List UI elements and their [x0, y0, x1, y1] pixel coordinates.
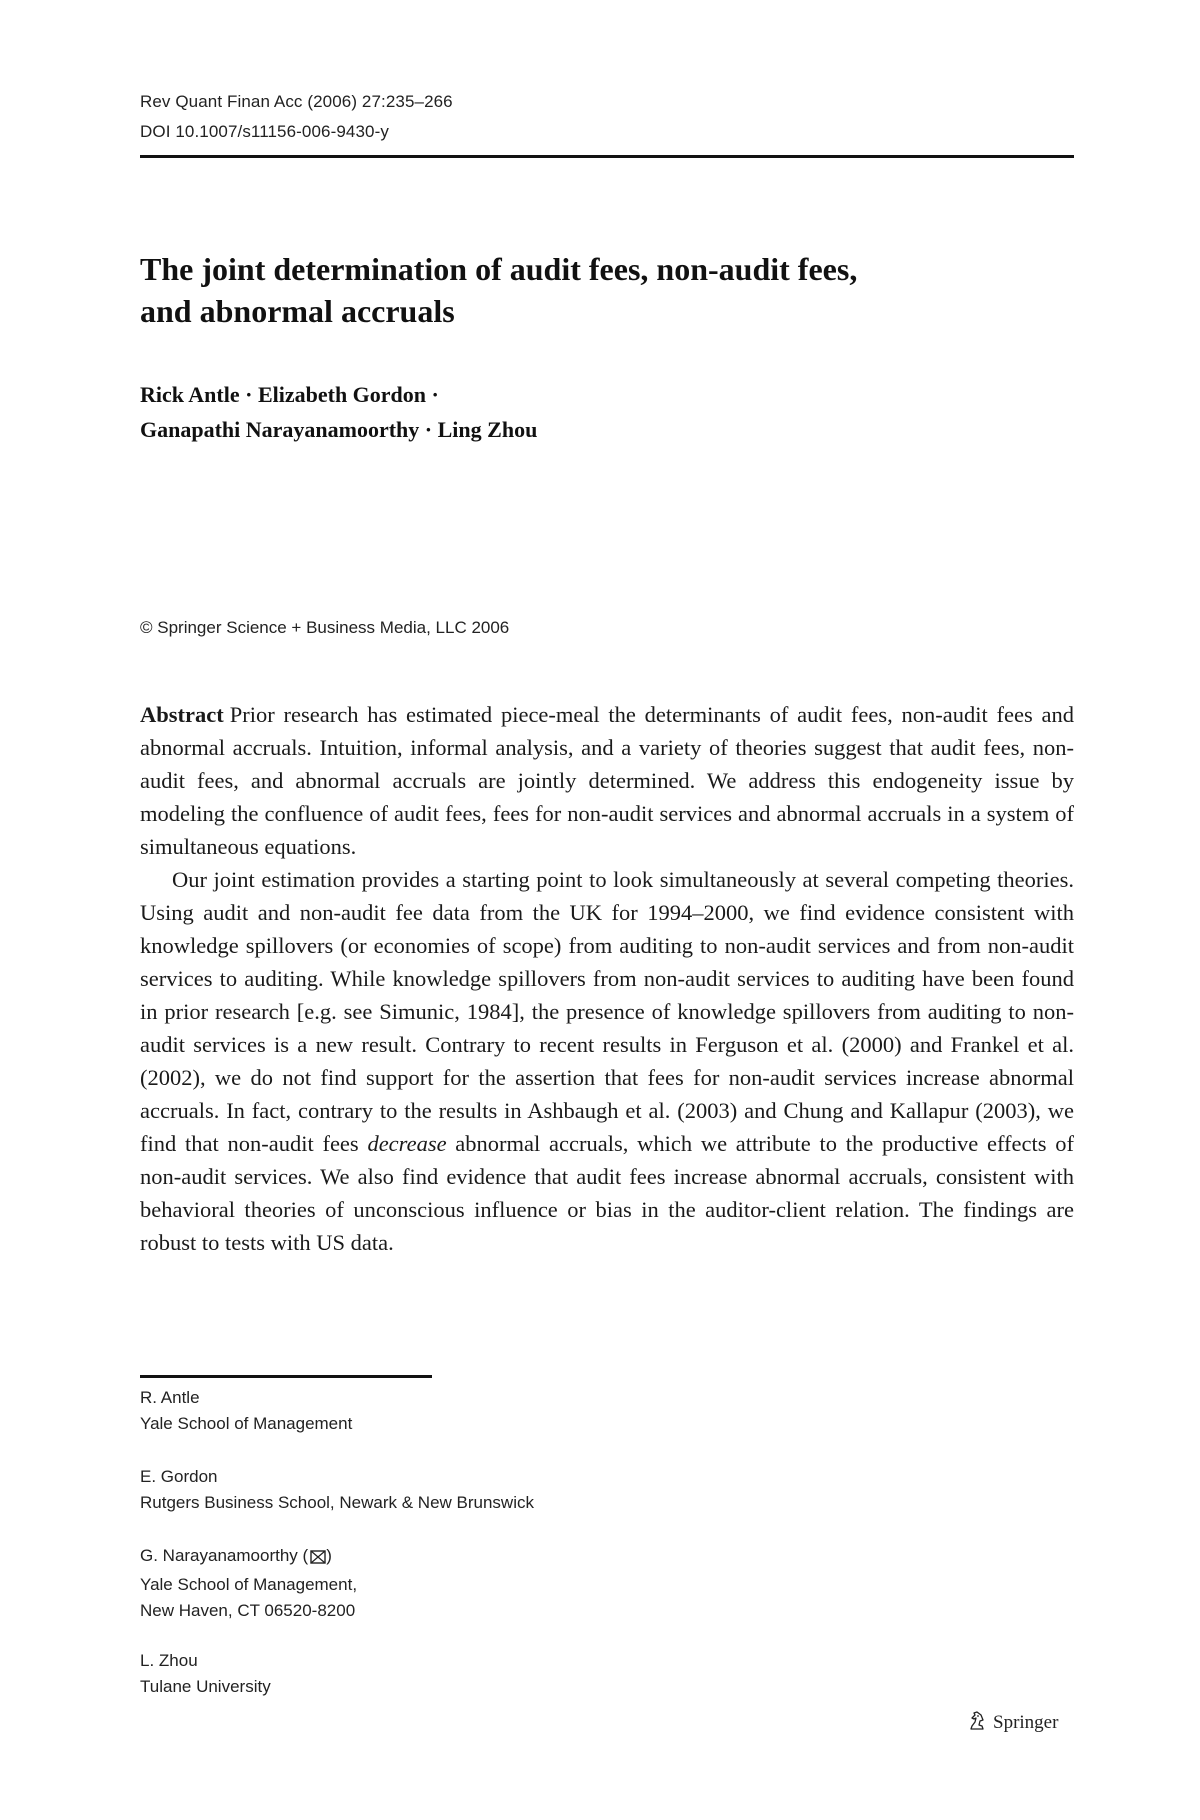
- header-rule: [140, 155, 1074, 158]
- footnote-rule: [140, 1375, 432, 1378]
- title-line-1: The joint determination of audit fees, non-audit fees,: [140, 251, 858, 287]
- abstract-paragraph-1: [140, 698, 1074, 863]
- affiliation-name: G. Narayanamoorthy: [140, 1546, 298, 1565]
- journal-citation: Rev Quant Finan Acc (2006) 27:235–266: [140, 92, 453, 111]
- doi[interactable]: DOI 10.1007/s11156-006-9430-y: [140, 122, 389, 141]
- authors-line-1: Rick Antle · Elizabeth Gordon ·: [140, 382, 439, 407]
- affiliation-institution: Tulane University: [140, 1677, 271, 1696]
- affiliation-name: L. Zhou: [140, 1651, 198, 1670]
- affiliation-institution: Yale School of Management: [140, 1414, 353, 1433]
- author-list: [140, 377, 1040, 447]
- springer-knight-icon: [965, 1708, 989, 1738]
- title-line-2: and abnormal accruals: [140, 293, 455, 329]
- abstract-heading: Abstract: [140, 702, 224, 727]
- affiliation-narayanamoorthy: [140, 1543, 840, 1624]
- affiliation-institution: Rutgers Business School, Newark & New Brunswick: [140, 1493, 534, 1512]
- abstract-paragraph-2: [140, 863, 1074, 1259]
- affiliation-zhou: [140, 1648, 840, 1700]
- publisher-mark: [965, 1708, 1058, 1738]
- paper-title: [140, 248, 1080, 332]
- abstract-p2-emphasis: decrease: [367, 1131, 447, 1156]
- affiliation-name-row: G. Narayanamoorthy ( ): [140, 1543, 840, 1572]
- affiliation-name: R. Antle: [140, 1388, 200, 1407]
- affiliation-gordon: [140, 1464, 840, 1516]
- copyright-notice: © Springer Science + Business Media, LLC 2006: [140, 618, 510, 637]
- publisher-name: Springer: [993, 1712, 1059, 1733]
- abstract-p1-text: Prior research has estimated piece-meal the determinants of audit fees, non-audit fees and abnormal accruals. Intuition, informal analysis, and a variety of theories suggest that audit fees, non-audit fees, and abnormal accruals are jointly determined. We address this endogeneity issue by modeling the confluence of audit fees, fees for non-audit services and abnormal accruals in a system of simultaneous equations.: [140, 702, 1074, 859]
- abstract-p2-text-a: Our joint estimation provides a starting point to look simultaneously at several competing theories. Using audit and non-audit fee data from the UK for 1994–2000, we find evidence consistent with knowledge spillovers (or economies of scope) from auditing to non-audit services and from non-audit services to auditing. While knowledge spillovers from non-audit services to auditing have been found in prior research [e.g. see Simunic, 1984], the presence of knowledge spillovers from auditing to non-audit services is a new result. Contrary to recent results in Ferguson et al. (2000) and Frankel et al. (2002), we do not find support for the assertion that fees for non-audit services increase abnormal accruals. In fact, contrary to the results in Ashbaugh et al. (2003) and Chung and Kallapur (2003), we find that non-audit fees: [140, 867, 1074, 1156]
- affiliation-address: New Haven, CT 06520-8200: [140, 1601, 356, 1620]
- affiliation-name: E. Gordon: [140, 1467, 218, 1486]
- affiliation-institution: Yale School of Management,: [140, 1575, 358, 1594]
- authors-line-2: Ganapathi Narayanamoorthy · Ling Zhou: [140, 417, 538, 442]
- affiliation-antle: [140, 1385, 840, 1437]
- envelope-icon[interactable]: [310, 1546, 326, 1572]
- abstract-p2-text-b: abnormal accruals, which we attribute to the productive effects of non-audit services. We also find evidence that audit fees increase abnormal accruals, consistent with behavioral theories of unconscious influence or bias in the auditor-client relation. The findings are robust to tests with US data.: [140, 1131, 1075, 1255]
- abstract: [140, 698, 1074, 1259]
